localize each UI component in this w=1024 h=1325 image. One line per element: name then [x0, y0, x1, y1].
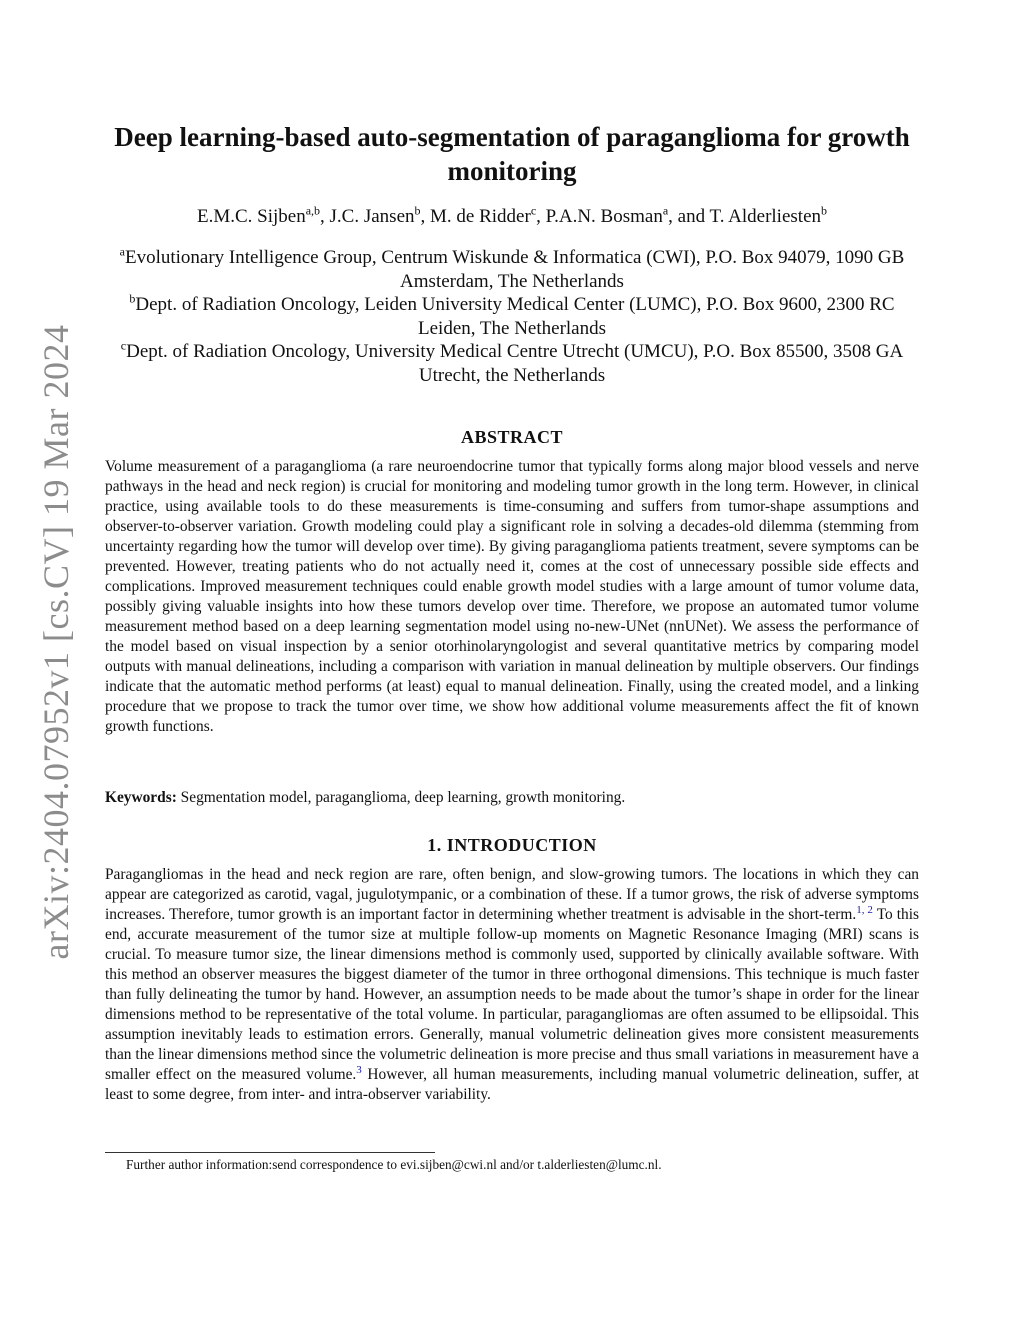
affiliation-b: $^b$Dept. of Radiation Oncology, Leiden University Medical Center (LUMC), P.O. Box 9600, 2300 RC Leiden, The Netherlands — [129, 291, 895, 339]
section-heading-introduction: 1. INTRODUCTION — [427, 835, 597, 855]
introduction-text: Paragangliomas in the head and neck region are rare, often benign, and slow-growing tumors. The locations in which they can appear are categorized as carotid, vagal, jugulotympanic, or a combination of these. If a tumor grows, the risk of adverse symptoms increases. Therefore, tumor growth is an important factor in determining whether treatment is advisable in the short-term.$^{1, 2}$ To this end, accurate measurement of the tumor size at multiple follow-up moments on Magnetic Resonance Imaging (MRI) scans is crucial. To measure tumor size, the linear dimensions method is commonly used, supported by clinically available software. With this method an observer measures the biggest diameter of the tumor in three orthogonal dimensions. This technique is much faster than fully delineating the tumor by hand. However, an assumption needs to be made about the tumor’s shape in order for the linear dimensions method to be representative of the total volume. In particular, paragangliomas are often assumed to be ellipsoidal. This assumption inevitably leads to estimation errors. Generally, manual volumetric delineation gives more consistent measurements than the linear dimensions method since the volumetric delineation is more precise and thus small variations in measurement have a smaller effect on the measured volume.$^3$ However, all human measurements, including manual volumetric delineation, suffer, at least to some degree, from inter- and intra-observer variability. — [105, 866, 920, 1103]
affiliation-list — [100, 246, 924, 387]
author-list: E.M.C. Sijben$^{a,b}$, J.C. Jansen$^b$, M. de Ridder$^c$, P.A.N. Bosman$^a$, and T. Alderliesten$^b$ — [196, 203, 828, 227]
footnote-divider — [105, 1152, 435, 1153]
author-5: T. Alderliesten$^b$ — [709, 203, 828, 227]
affiliation-c: $^c$Dept. of Radiation Oncology, University Medical Centre Utrecht (UMCU), P.O. Box 85500, 3508 GA Utrecht, the Netherlands — [120, 338, 904, 386]
affiliation-a: $^a$Evolutionary Intelligence Group, Centrum Wiskunde & Informatica (CWI), P.O. Box 94079, 1090 GB Amsterdam, The Netherlands — [119, 244, 905, 292]
keywords-line — [105, 788, 919, 808]
abstract-text: Volume measurement of a paraganglioma (a rare neuroendocrine tumor that typically forms along major blood vessels and nerve pathways in the head and neck region) is crucial for monitoring and modeling tumor growth in the long term. However, in clinical practice, using available tools to do these measurements is time-consuming and suffers from tumor-shape assumptions and observer-to-observer variation. Growth modeling could play a significant role in solving a decades-old dilemma (stemming from uncertainty regarding how the tumor will develop over time). By giving paraganglioma patients treatment, severe symptoms can be prevented. However, treating patients who do not actually need it, comes at the cost of unnecessary possible side effects and complications. Improved measurement techniques could enable growth model studies with a large amount of tumor volume data, possibly giving valuable insights into how these tumors develop over time. Therefore, we propose an automated tumor volume measurement method based on a deep learning segmentation model using no-new-UNet (nnUNet). We assess the performance of the model based on visual inspection by a senior otorhinolaryngologist and several quantitative metrics by comparing model outputs with manual delineations, including a comparison with variation in manual delineation by multiple observers. Our findings indicate that the automatic method performs (at least) equal to manual delineation. Finally, using the created model, and a linking procedure that we propose to track the tumor over time, we show how additional volume measurements affect the fit of known growth functions. — [105, 458, 919, 735]
citation-link-1-2[interactable]: 1, 2 — [856, 903, 873, 916]
abstract-heading: ABSTRACT — [460, 427, 564, 447]
keywords-text: Segmentation model, paraganglioma, deep learning, growth monitoring. — [176, 789, 626, 806]
arxiv-identifier-stamp: arXiv:2404.07952v1 [cs.CV] 19 Mar 2024 — [36, 324, 76, 960]
paper-title: Deep learning-based auto-segmentation of paraganglioma for growth monitoring — [114, 122, 910, 186]
author-3: M. de Ridder$^c$ — [430, 203, 537, 227]
author-2: J.C. Jansen$^b$ — [329, 203, 421, 227]
footnote-author-info: Further author information:send correspondence to evi.sijben@cwi.nl and/or t.alderliesten@lumc.nl. — [126, 1157, 662, 1172]
keywords-label: Keywords: — [105, 789, 177, 806]
author-1: E.M.C. Sijben$^{a,b}$ — [196, 203, 321, 227]
citation-link-3[interactable]: 3 — [356, 1063, 362, 1076]
author-4: P.A.N. Bosman$^a$ — [545, 203, 669, 227]
